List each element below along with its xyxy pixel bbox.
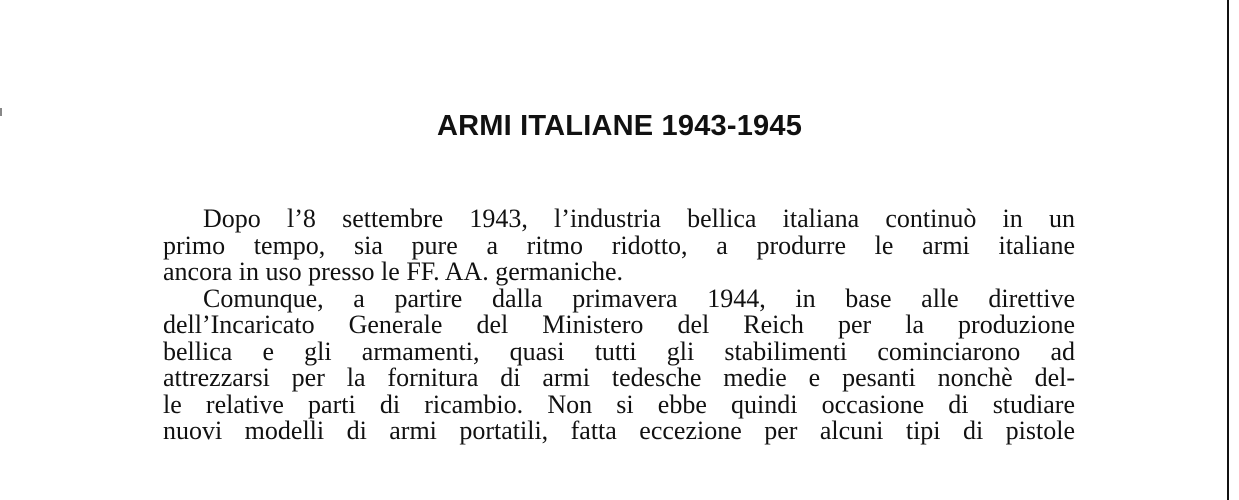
page-right-border [1227, 0, 1229, 500]
paragraph-2 [163, 283, 1075, 445]
text-line: Comunque, a partire dalla primavera 1944, in base alle direttive [203, 283, 1075, 313]
text-line: attrezzarsi per la fornitura di armi tedesche medie e pesanti nonchè del- [163, 363, 1075, 392]
text-line: bellica e gli armamenti, quasi tutti gli stabilimenti cominciarono ad [163, 336, 1075, 366]
document-title: ARMI ITALIANE 1943-1945 [436, 110, 803, 142]
text-line: primo tempo, sia pure a ritmo ridotto, a produrre le armi italiane [163, 230, 1075, 260]
body-text [163, 206, 1075, 445]
text-line: le relative parti di ricambio. Non si ebbe quindi occasione di studiare [163, 389, 1075, 419]
text-line: ancora in uso presso le FF. AA. germaniche. [163, 257, 624, 286]
paragraph-1 [163, 206, 1075, 286]
text-line: dell’Incaricato Generale del Ministero del Reich per la produzione [163, 310, 1075, 339]
text-line: nuovi modelli di armi portatili, fatta eccezione per alcuni tipi di pistole [163, 416, 1075, 445]
text-line: Dopo l’8 settembre 1943, l’industria bellica italiana continuò in un [203, 204, 1075, 233]
